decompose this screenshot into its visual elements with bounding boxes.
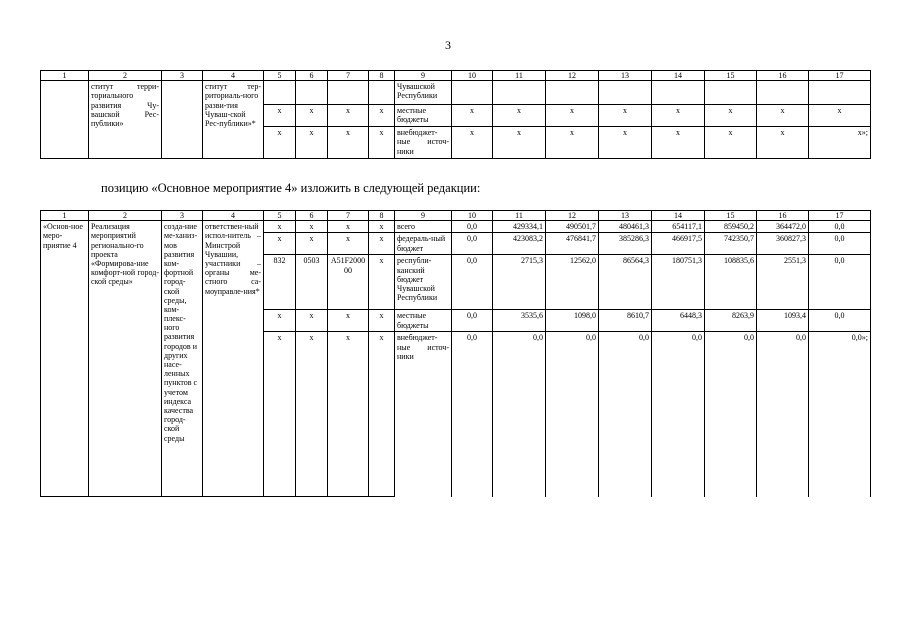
cell-empty xyxy=(546,81,599,105)
cell-value: 476841,7 xyxy=(546,233,599,255)
cell-empty xyxy=(493,81,546,105)
cell-value: 1093,4 xyxy=(757,310,809,332)
cell-x: x xyxy=(757,127,809,159)
header-row xyxy=(41,211,871,221)
cell-value: 12562,0 xyxy=(546,255,599,310)
cell-x: x xyxy=(369,127,395,159)
cell-value: 360827,3 xyxy=(757,233,809,255)
cell-source: местные бюджеты xyxy=(395,105,452,127)
cell-value: x xyxy=(328,332,369,497)
header-cell: 7 xyxy=(328,211,369,221)
cell-event-name: Реализация мероприятий регионально-го проекта «Формирова-ние комфорт-ной город-ской среды» xyxy=(89,221,162,497)
cell-x: x xyxy=(452,105,493,127)
cell-value: 0,0 xyxy=(809,233,871,255)
cell-empty xyxy=(452,81,493,105)
header-cell: 1 xyxy=(41,71,89,81)
header-cell: 3 xyxy=(162,211,203,221)
cell-value: x xyxy=(328,310,369,332)
header-cell: 17 xyxy=(809,211,871,221)
header-row xyxy=(41,71,871,81)
cell-executor: ответствен-ный испол-нитель – Минстрой Чувашии, участники – органы ме-стного са-моуправле-ния* xyxy=(203,221,264,497)
cell-value: x xyxy=(264,233,296,255)
cell-value: 0,0 xyxy=(493,332,546,497)
header-cell: 16 xyxy=(757,211,809,221)
cell-source: внебюджет-ные источ-ники xyxy=(395,332,452,497)
cell-value: 0,0 xyxy=(452,221,493,233)
header-cell: 8 xyxy=(369,211,395,221)
cell-empty xyxy=(328,81,369,105)
header-cell: 5 xyxy=(264,71,296,81)
cell-value: 108835,6 xyxy=(705,255,757,310)
cell-x: x xyxy=(328,105,369,127)
cell-empty xyxy=(705,81,757,105)
cell-value: 859450,2 xyxy=(705,221,757,233)
cell-value: 8610,7 xyxy=(599,310,652,332)
cell-x: x»; xyxy=(809,127,871,159)
cell-empty xyxy=(162,81,203,159)
cell-value: x xyxy=(328,233,369,255)
cell-value: 364472,0 xyxy=(757,221,809,233)
header-cell: 14 xyxy=(652,211,705,221)
table-row xyxy=(41,81,871,105)
cell-value: 0,0»; xyxy=(809,332,871,497)
page-number: 3 xyxy=(445,38,451,52)
cell-x: x xyxy=(296,105,328,127)
cell-x: x xyxy=(546,105,599,127)
cell-empty xyxy=(296,81,328,105)
cell-x: x xyxy=(452,127,493,159)
cell-x: x xyxy=(493,105,546,127)
cell-empty xyxy=(264,81,296,105)
header-cell: 2 xyxy=(89,71,162,81)
cell-value: x xyxy=(369,310,395,332)
header-cell: 10 xyxy=(452,211,493,221)
header-cell: 1 xyxy=(41,211,89,221)
cell-value: 0,0 xyxy=(809,310,871,332)
cell-value: 832 xyxy=(264,255,296,310)
cell-value: 0,0 xyxy=(452,310,493,332)
cell-value: 0503 xyxy=(296,255,328,310)
cell-empty xyxy=(369,81,395,105)
header-cell: 14 xyxy=(652,71,705,81)
cell-value: x xyxy=(264,310,296,332)
cell-value: 385286,3 xyxy=(599,233,652,255)
cell-value: 1098,0 xyxy=(546,310,599,332)
header-cell: 11 xyxy=(493,71,546,81)
cell-empty xyxy=(41,81,89,159)
cell-value: 429334,1 xyxy=(493,221,546,233)
cell-value: x xyxy=(296,332,328,497)
cell-event-number: «Основ-ное меро-приятие 4 xyxy=(41,221,89,497)
cell-purpose: созда-ние ме-ханиз-мов развития ком-фортной город-ской среды, ком-плекс-ного развития городов и других насе-ленных пунктов с учетом индекса качества город-ской среды xyxy=(162,221,203,497)
cell-value: x xyxy=(264,332,296,497)
cell-x: x xyxy=(546,127,599,159)
cell-empty xyxy=(652,81,705,105)
header-cell: 2 xyxy=(89,211,162,221)
header-cell: 15 xyxy=(705,211,757,221)
cell-value: 0,0 xyxy=(452,255,493,310)
cell-value: x xyxy=(328,221,369,233)
header-cell: 8 xyxy=(369,71,395,81)
cell-value: 8263,9 xyxy=(705,310,757,332)
cell-value: 0,0 xyxy=(757,332,809,497)
cell-value: 742350,7 xyxy=(705,233,757,255)
cell-value: 0,0 xyxy=(809,221,871,233)
header-cell: 6 xyxy=(296,211,328,221)
header-cell: 5 xyxy=(264,211,296,221)
cell-value: x xyxy=(264,221,296,233)
cell-x: x xyxy=(328,127,369,159)
cell-value: x xyxy=(369,255,395,310)
cell-value: x xyxy=(296,233,328,255)
cell-x: x xyxy=(652,127,705,159)
cell-value: 0,0 xyxy=(809,255,871,310)
cell-value: x xyxy=(296,310,328,332)
header-cell: 10 xyxy=(452,71,493,81)
cell-empty xyxy=(809,81,871,105)
cell-value: 654117,1 xyxy=(652,221,705,233)
header-cell: 11 xyxy=(493,211,546,221)
cell-x: x xyxy=(705,127,757,159)
cell-x: x xyxy=(705,105,757,127)
event-4-table xyxy=(40,210,871,497)
cell-x: x xyxy=(599,127,652,159)
cell-source: федераль-ный бюджет xyxy=(395,233,452,255)
cell-value: x xyxy=(369,233,395,255)
cell-value: 490501,7 xyxy=(546,221,599,233)
header-cell: 4 xyxy=(203,71,264,81)
cell-value: 0,0 xyxy=(652,332,705,497)
cell-value: 2551,3 xyxy=(757,255,809,310)
cell-empty xyxy=(757,81,809,105)
cell-value: 180751,3 xyxy=(652,255,705,310)
cell-x: x xyxy=(493,127,546,159)
table-row xyxy=(41,221,871,233)
cell-value: 2715,3 xyxy=(493,255,546,310)
cell-value: x xyxy=(296,221,328,233)
header-cell: 17 xyxy=(809,71,871,81)
cell-source: всего xyxy=(395,221,452,233)
cell-empty xyxy=(599,81,652,105)
cell-x: x xyxy=(652,105,705,127)
cell-value: 86564,3 xyxy=(599,255,652,310)
cell-value: 0,0 xyxy=(546,332,599,497)
cell-source: Чувашской Республики xyxy=(395,81,452,105)
cell-executor: ститут тер-риториаль-ного разви-тия Чуваш-ской Рес-публики»* xyxy=(203,81,264,159)
header-cell: 7 xyxy=(328,71,369,81)
cell-value: 480461,3 xyxy=(599,221,652,233)
cell-event-name: ститут терри-ториального развития Чу-вашской Рес-публики» xyxy=(89,81,162,159)
cell-x: x xyxy=(296,127,328,159)
cell-x: x xyxy=(264,105,296,127)
header-cell: 12 xyxy=(546,71,599,81)
header-cell: 13 xyxy=(599,71,652,81)
header-cell: 9 xyxy=(395,211,452,221)
continuation-table xyxy=(40,70,871,159)
cell-source: внебюджет-ные источ-ники xyxy=(395,127,452,159)
header-cell: 12 xyxy=(546,211,599,221)
cell-value: 0,0 xyxy=(452,332,493,497)
cell-x: x xyxy=(369,105,395,127)
cell-value: 0,0 xyxy=(452,233,493,255)
cell-value: 6448,3 xyxy=(652,310,705,332)
cell-value: A51F200000 xyxy=(328,255,369,310)
header-cell: 16 xyxy=(757,71,809,81)
instruction-text: позицию «Основное мероприятие 4» изложить в следующей редакции: xyxy=(101,181,481,195)
cell-source: местные бюджеты xyxy=(395,310,452,332)
header-cell: 13 xyxy=(599,211,652,221)
cell-x: x xyxy=(264,127,296,159)
cell-value: 423083,2 xyxy=(493,233,546,255)
cell-value: 0,0 xyxy=(705,332,757,497)
header-cell: 6 xyxy=(296,71,328,81)
cell-source: республи-канский бюджет Чувашской Республики xyxy=(395,255,452,310)
cell-value: x xyxy=(369,221,395,233)
header-cell: 3 xyxy=(162,71,203,81)
cell-value: 3535,6 xyxy=(493,310,546,332)
header-cell: 4 xyxy=(203,211,264,221)
cell-x: x xyxy=(809,105,871,127)
cell-value: x xyxy=(369,332,395,497)
header-cell: 9 xyxy=(395,71,452,81)
cell-value: 466917,5 xyxy=(652,233,705,255)
cell-value: 0,0 xyxy=(599,332,652,497)
header-cell: 15 xyxy=(705,71,757,81)
cell-x: x xyxy=(757,105,809,127)
cell-x: x xyxy=(599,105,652,127)
